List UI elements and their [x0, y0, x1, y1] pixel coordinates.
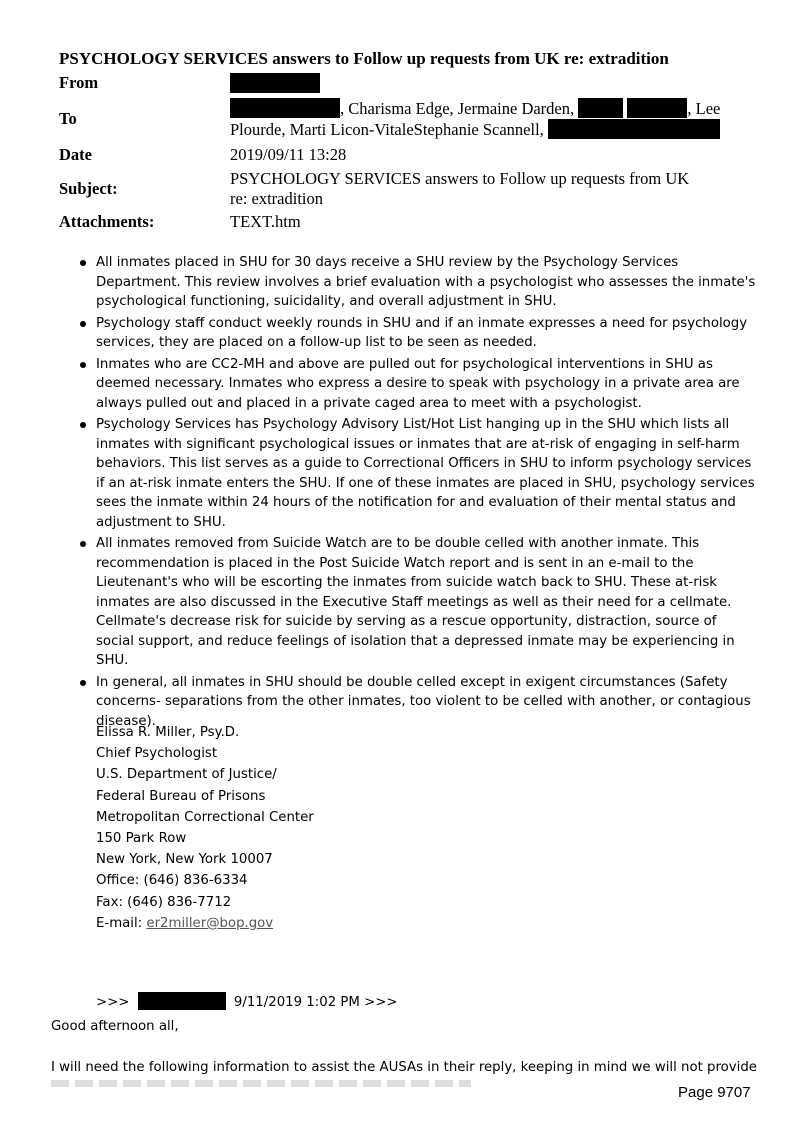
list-item: All inmates removed from Suicide Watch are to be double celled with another inmate. This recommendation is placed in the Post Suicide Watch report and is sent in an e-mail to the Lieutenant's who will be escorting the inmates from suicide watch back to SHU. These at-risk inmates are also discussed in the Executive Staff meetings as well as their need for a cellmate. Cellmate's decrease risk for suicide by serving as a rescue opportunity, distraction, source of social support, and reduce feelings of isolation that a depressed inmate may be experiencing in SHU. [96, 534, 756, 671]
list-item: Inmates who are CC2-MH and above are pulled out for psychological interventions in SHU as deemed necessary. Inmates who express a desire to speak with psychology in a private area are always pulled out and placed in a private caged area to meet with a psychologist. [96, 355, 756, 414]
signature-email-row [96, 913, 314, 934]
list-item: Psychology staff conduct weekly rounds in SHU and if an inmate expresses a need for psychology services, they are placed on a follow-up list to be seen as needed. [96, 314, 756, 353]
signature-name: Elissa R. Miller, Psy.D. [96, 725, 240, 740]
redaction-block [230, 73, 320, 93]
attachments-row [59, 212, 749, 234]
subject-row [59, 169, 749, 211]
signature-facility: Metropolitan Correctional Center [96, 809, 314, 825]
signature-fax: Fax: (646) 836-7712 [96, 894, 232, 910]
redaction-block [578, 98, 623, 118]
forward-marker: >>> [96, 995, 130, 1010]
signature-city: New York, New York 10007 [96, 852, 273, 868]
page-number: Page 9707 [678, 1084, 751, 1101]
signature-block [96, 722, 314, 934]
greeting: Good afternoon all, [51, 1019, 179, 1034]
redaction-block [627, 98, 687, 118]
from-row [59, 73, 749, 93]
subject-line-2: re: extradition [230, 189, 324, 208]
email-title: PSYCHOLOGY SERVICES answers to Follow up requests from UK re: extradition [59, 49, 669, 68]
forwarded-header [96, 992, 398, 1010]
body-text: I will need the following information to assist the AUSAs in their reply, keeping in mind we will not provide [51, 1060, 757, 1075]
to-label: To [59, 109, 77, 128]
email-header [59, 73, 749, 231]
list-item: All inmates placed in SHU for 30 days receive a SHU review by the Psychology Services Department. This review involves a brief evaluation with a psychologist who assesses the inmate's psychological functioning, suicidality, and overall adjustment in SHU. [96, 253, 756, 312]
cutoff-text-line [51, 1080, 471, 1087]
redaction-block [548, 119, 720, 139]
subject-label: Subject: [59, 179, 118, 198]
attachments-label: Attachments: [59, 212, 155, 231]
date-value: 2019/09/11 13:28 [230, 145, 347, 164]
signature-bureau: Federal Bureau of Prisons [96, 788, 266, 804]
to-recipients-2: , Lee [687, 99, 721, 118]
redaction-block [138, 992, 226, 1010]
date-label: Date [59, 145, 92, 164]
to-row [59, 98, 749, 140]
email-label: E-mail: [96, 915, 143, 931]
redaction-block [230, 98, 340, 118]
subject-line-1: PSYCHOLOGY SERVICES answers to Follow up requests from UK [230, 169, 690, 188]
bullet-list [96, 253, 756, 733]
subject-value [230, 169, 750, 209]
signature-org: U.S. Department of Justice/ [96, 767, 277, 783]
to-recipients-1: , Charisma Edge, Jermaine Darden, [340, 99, 575, 118]
from-value [230, 73, 750, 94]
signature-role: Chief Psychologist [96, 746, 218, 762]
email-link[interactable]: er2miller@bop.gov [146, 915, 274, 931]
to-recipients-3: Plourde, Marti Licon-VitaleStephanie Scannell, [230, 120, 544, 139]
forward-timestamp: 9/11/2019 1:02 PM >>> [233, 995, 398, 1010]
attachments-value[interactable]: TEXT.htm [230, 212, 301, 231]
signature-street: 150 Park Row [96, 831, 187, 847]
list-item: Psychology Services has Psychology Advisory List/Hot List hanging up in the SHU which lists all inmates with significant psychological issues or inmates that are at-risk of engaging in self-harm behaviors. This list serves as a guide to Correctional Officers in SHU to inform psychology services if an at-risk inmate enters the SHU. If one of these inmates are placed in SHU, psychology services sees the inmate within 24 hours of the notification for and evaluation of their mental status and adjustment to SHU. [96, 415, 756, 532]
to-value [230, 98, 750, 140]
list-item: In general, all inmates in SHU should be double celled except in exigent circumstances (Safety concerns- separations from the other inmates, too violent to be celled with another, or contagious disease). [96, 673, 756, 732]
signature-office: Office: (646) 836-6334 [96, 873, 248, 889]
from-label: From [59, 73, 99, 92]
date-row [59, 145, 749, 167]
